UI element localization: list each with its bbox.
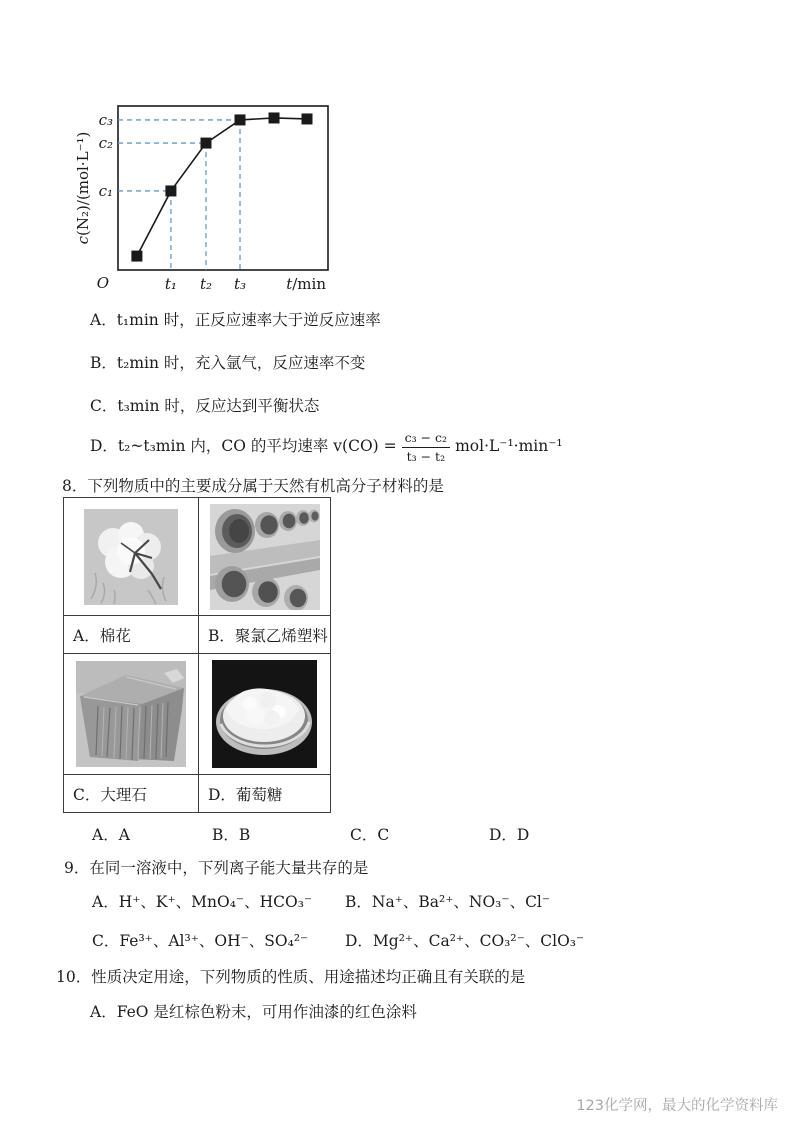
svg-text:c₂: c₂ — [98, 134, 113, 153]
q9-option-b: B．Na⁺、Ba²⁺、NO₃⁻、Cl⁻ — [345, 893, 551, 911]
concentration-time-chart — [72, 92, 340, 300]
q10-option-a: A．FeO 是红棕色粉末，可用作油漆的红色涂料 — [90, 1003, 417, 1021]
site-watermark: 123化学网，最大的化学资料库 — [576, 1098, 778, 1114]
q7-option-c: C．t₃min 时，反应达到平衡状态 — [90, 397, 320, 415]
glucose-photo — [212, 660, 317, 768]
q8-answer-a: A．A — [92, 826, 130, 844]
table-row — [64, 616, 331, 654]
q9-option-a: A．H⁺、K⁺、MnO₄⁻、HCO₃⁻ — [92, 893, 313, 911]
q8-label-d: D．葡萄糖 — [199, 775, 331, 813]
table-row — [64, 654, 331, 775]
svg-text:t₃: t₃ — [233, 275, 247, 293]
q8-answer-d: D．D — [489, 826, 530, 844]
fraction-denominator: t₃ − t₂ — [406, 448, 446, 464]
q7-option-d-suffix: mol·L⁻¹·min⁻¹ — [455, 437, 563, 456]
q8-label-a: A．棉花 — [64, 616, 199, 654]
q8-label-b: B．聚氯乙烯塑料 — [199, 616, 331, 654]
q8-answer-b: B．B — [212, 826, 251, 844]
q8-stem: 8．下列物质中的主要成分属于天然有机高分子材料的是 — [62, 477, 444, 495]
q7-option-b: B．t₂min 时，充入氩气，反应速率不变 — [90, 354, 366, 372]
svg-text:c(N₂)/(mol·L⁻¹): c(N₂)/(mol·L⁻¹) — [74, 131, 92, 245]
q7-option-d-prefix: D．t₂~t₃min 内，CO 的平均速率 v(CO) = — [90, 437, 397, 456]
table-row — [64, 498, 331, 616]
fraction-numerator: c₃ − c₂ — [402, 430, 450, 448]
q9-stem: 9．在同一溶液中，下列离子能大量共存的是 — [64, 859, 369, 877]
q8-answer-c: C．C — [350, 826, 390, 844]
q7-option-d — [90, 430, 563, 464]
svg-text:t/min: t/min — [286, 275, 326, 293]
q7-option-a: A．t₁min 时，正反应速率大于逆反应速率 — [90, 311, 381, 329]
pvc-pipes-photo — [210, 504, 320, 610]
svg-text:c₃: c₃ — [98, 110, 113, 129]
rate-fraction — [402, 430, 450, 464]
cotton-photo — [84, 509, 178, 605]
svg-text:t₂: t₂ — [199, 275, 213, 293]
svg-text:c₁: c₁ — [98, 181, 113, 200]
q8-label-c: C．大理石 — [64, 775, 199, 813]
svg-text:t₁: t₁ — [164, 275, 177, 293]
marble-photo — [76, 661, 186, 767]
q9-option-d: D．Mg²⁺、Ca²⁺、CO₃²⁻、ClO₃⁻ — [345, 932, 585, 950]
table-row — [64, 775, 331, 813]
svg-text:O: O — [96, 274, 109, 292]
q10-stem: 10．性质决定用途，下列物质的性质、用途描述均正确且有关联的是 — [56, 968, 526, 986]
q8-table — [63, 497, 331, 813]
q9-option-c: C．Fe³⁺、Al³⁺、OH⁻、SO₄²⁻ — [92, 932, 309, 950]
chart-svg — [72, 92, 340, 300]
